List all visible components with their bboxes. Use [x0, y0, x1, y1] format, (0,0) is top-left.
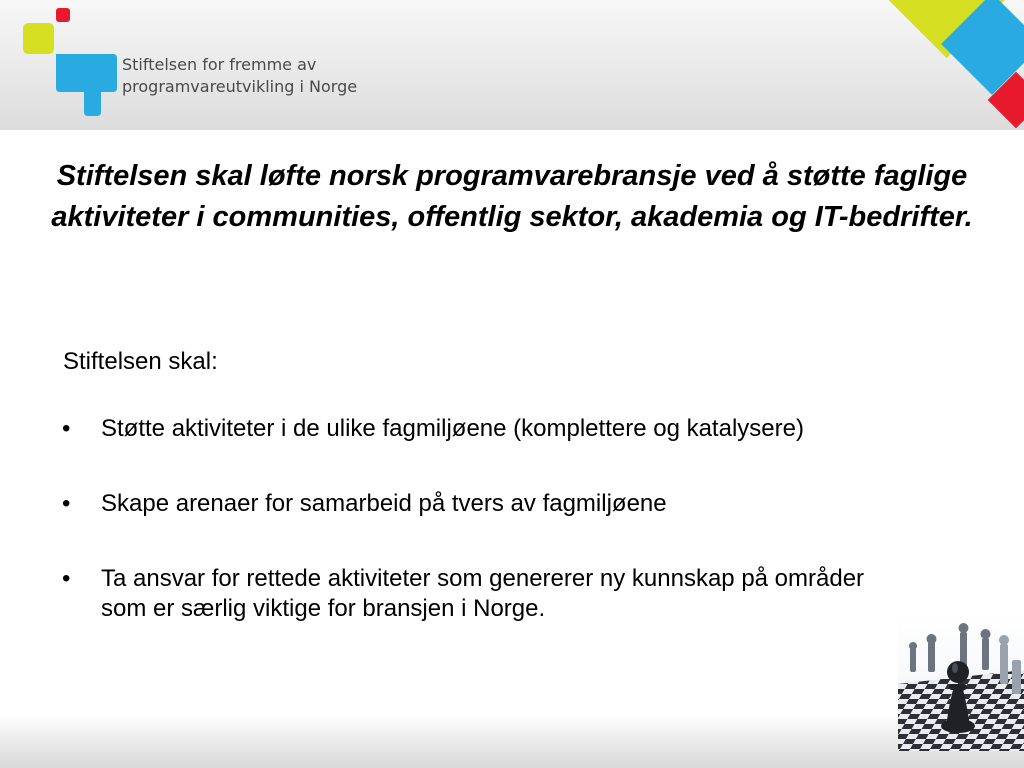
- bullet-list: [62, 414, 902, 669]
- intro-text: Stiftelsen skal:: [63, 348, 218, 375]
- bullet-dot-icon: •: [62, 490, 71, 517]
- bullet-text: Skape arenaer for samarbeid på tvers av fagmiljøene: [101, 490, 667, 517]
- slide-title: Stiftelsen skal løfte norsk programvarebransje ved å støtte faglige aktiviteter i communities, offentlig sektor, akademia og IT-bedrifter.: [51, 160, 973, 233]
- logo-line-1: Stiftelsen for fremme av: [122, 55, 317, 74]
- logo-line-2: programvareutvikling i Norge: [122, 77, 358, 96]
- bullet-text: Ta ansvar for rettede aktiviteter som genererer ny kunnskap på områder som er særlig viktige for bransjen i Norge.: [101, 565, 865, 622]
- bullet-text: Støtte aktiviteter i de ulike fagmiljøene (komplettere og katalysere): [101, 415, 804, 442]
- bullet-item-1: [62, 414, 902, 444]
- corner-squares-icon: [884, 0, 1024, 130]
- footer-band: [0, 715, 1024, 768]
- logo-text: [122, 54, 357, 98]
- bullet-item-2: [62, 489, 902, 519]
- bullet-dot-icon: •: [62, 565, 71, 592]
- bullet-item-3: [62, 564, 902, 624]
- chess-pieces-image: [898, 614, 1024, 751]
- bullet-dot-icon: •: [62, 415, 71, 442]
- logo-mark-icon: [18, 4, 128, 119]
